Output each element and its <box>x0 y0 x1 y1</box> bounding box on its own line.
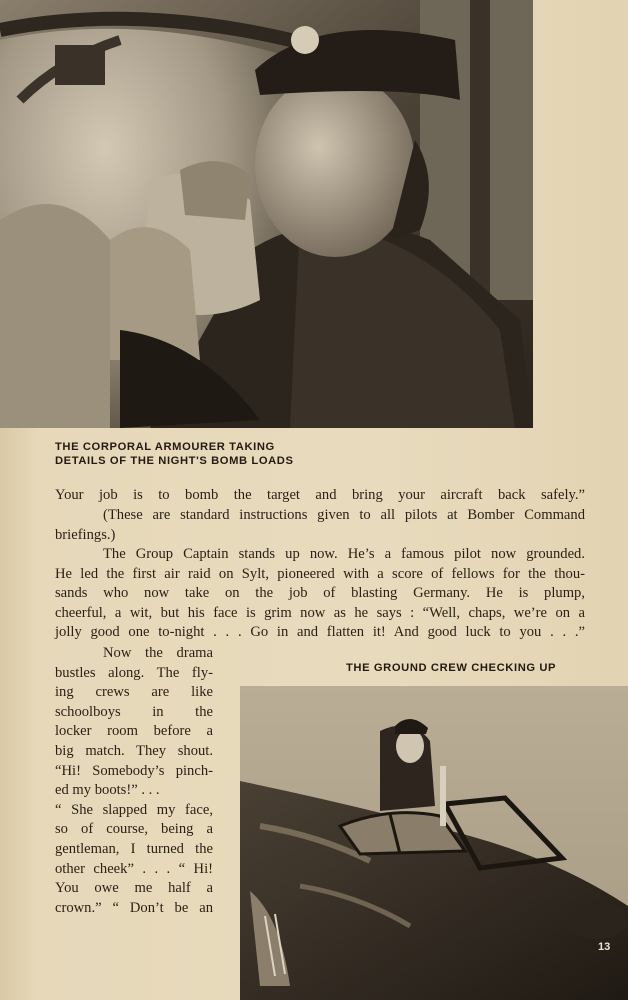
caption-ground-crew: THE GROUND CREW CHECKING UP <box>346 662 557 674</box>
text-line: Your job is to bomb the target and bring your aircraft back safely.” <box>55 487 585 503</box>
text-line: bustles along. The fly- <box>55 664 213 681</box>
paragraph-group-captain <box>55 545 585 643</box>
text-line: briefings.) <box>55 526 116 543</box>
text-line: “Hi! Somebody’s pinch- <box>55 762 213 779</box>
text-line: Now the drama <box>103 645 213 661</box>
text-line: He led the first air raid on Sylt, pioneered with a score of fellows for the thou- <box>55 565 585 582</box>
text-line: schoolboys in the <box>55 703 213 720</box>
text-line: sands who now take on the job of blasting Germany. He is plump, <box>55 585 585 602</box>
paragraph-drama-column <box>55 644 213 918</box>
text-line: cheerful, a wit, but his face is grim now as he says : “Well, chaps, we’re on a <box>55 604 585 621</box>
text-line: big match. They shout. <box>55 742 213 759</box>
page-number: 13 <box>598 941 611 953</box>
text-line: so of course, being a <box>55 821 213 838</box>
text-line: (These are standard instructions given to all pilots at Bomber Command <box>103 507 585 523</box>
caption-top-line-2: DETAILS OF THE NIGHT'S BOMB LOADS <box>55 455 294 467</box>
text-line: “ She slapped my face, <box>55 801 213 818</box>
text-line: You owe me half a <box>55 880 213 897</box>
photo-ground-crew <box>240 686 628 1000</box>
text-line: other cheek” . . . “ Hi! <box>55 860 213 877</box>
text-line: The Group Captain stands up now. He’s a famous pilot now grounded. <box>103 546 585 562</box>
text-line: crown.” “ Don’t be an <box>55 899 213 916</box>
text-line: jolly good one to-night . . . Go in and flatten it! And good luck to you . . .” <box>55 624 585 641</box>
text-line: locker room before a <box>55 723 213 740</box>
text-line: ed my boots!” . . . <box>55 782 160 799</box>
paragraph-instructions-note <box>55 506 585 545</box>
caption-top-line-1: THE CORPORAL ARMOURER TAKING <box>55 441 275 453</box>
caption-corporal-armourer <box>55 440 325 468</box>
photo-corporal-armourer <box>0 0 533 428</box>
text-line: ing crews are like <box>55 684 213 701</box>
text-line: gentleman, I turned the <box>55 840 213 857</box>
paragraph-quote-end <box>55 486 585 506</box>
